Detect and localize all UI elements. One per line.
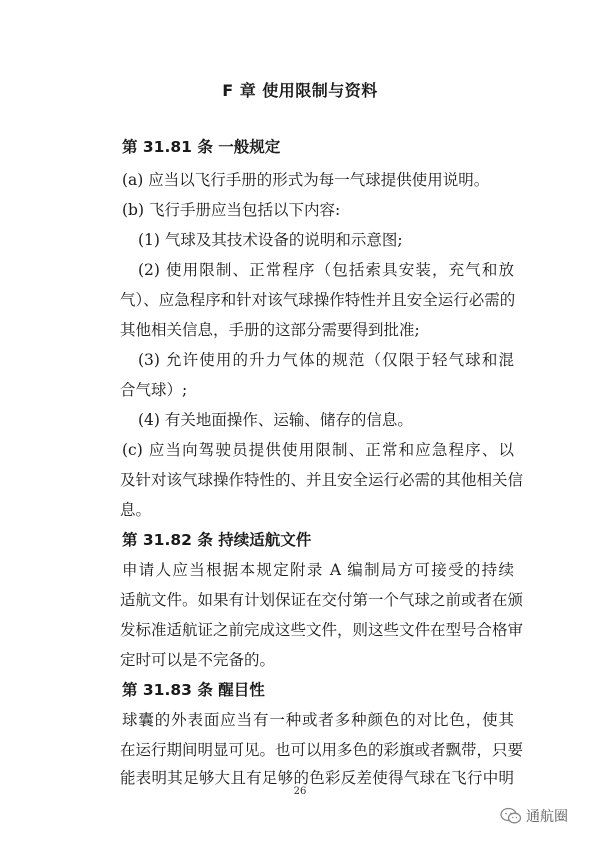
paragraph-line: 能表明其足够大且有足够的色彩反差使得气球在飞行中明 bbox=[120, 769, 514, 787]
page-number: 26 bbox=[293, 786, 307, 797]
paragraph-line: (c) 应当向驾驶员提供使用限制、正常和应急程序、以 bbox=[122, 441, 514, 459]
paragraph-line: 合气球）; bbox=[120, 381, 188, 399]
watermark-text: 通航圈 bbox=[526, 809, 568, 825]
paragraph-line: (1) 气球及其技术设备的说明和示意图; bbox=[138, 231, 403, 249]
paragraph-line: (3) 允许使用的升力气体的规范（仅限于轻气球和混 bbox=[138, 351, 514, 369]
paragraph-line: (b) 飞行手册应当包括以下内容: bbox=[122, 201, 341, 219]
wechat-icon bbox=[500, 807, 522, 825]
paragraph-line: 定时可以是不完备的。 bbox=[120, 651, 276, 669]
paragraph-line: 其他相关信息，手册的这部分需要得到批准; bbox=[120, 321, 420, 339]
section-heading-31-81: 第 31.81 条 一般规定 bbox=[122, 138, 281, 156]
watermark bbox=[500, 806, 568, 826]
paragraph-line: 适航文件。如果有计划保证在交付第一个气球之前或者在颁 bbox=[120, 591, 524, 609]
paragraph-line: (a) 应当以飞行手册的形式为每一气球提供使用说明。 bbox=[122, 171, 490, 189]
paragraph-line: 球囊的外表面应当有一种或者多种颜色的对比色，使其 bbox=[122, 711, 514, 729]
paragraph-line: 发标准适航证之前完成这些文件，则这些文件在型号合格审 bbox=[120, 621, 524, 639]
section-heading-31-83: 第 31.83 条 醒目性 bbox=[122, 681, 265, 699]
paragraph-line: 息。 bbox=[120, 501, 152, 519]
paragraph-line: 气）、应急程序和针对该气球操作特性并且安全运行必需的 bbox=[120, 291, 516, 309]
paragraph-line: 在运行期间明显可见。也可以用多色的彩旗或者飘带，只要 bbox=[120, 741, 524, 759]
paragraph-line: (4) 有关地面操作、运输、储存的信息。 bbox=[138, 411, 413, 429]
paragraph-line: 申请人应当根据本规定附录 A 编制局方可接受的持续 bbox=[122, 561, 514, 579]
paragraph-line: 及针对该气球操作特性的、并且安全运行必需的其他相关信 bbox=[120, 471, 524, 489]
paragraph-line: (2) 使用限制、正常程序（包括索具安装，充气和放 bbox=[138, 261, 514, 279]
section-heading-31-82: 第 31.82 条 持续适航文件 bbox=[122, 531, 312, 549]
chapter-title: F 章 使用限制与资料 bbox=[222, 81, 378, 100]
